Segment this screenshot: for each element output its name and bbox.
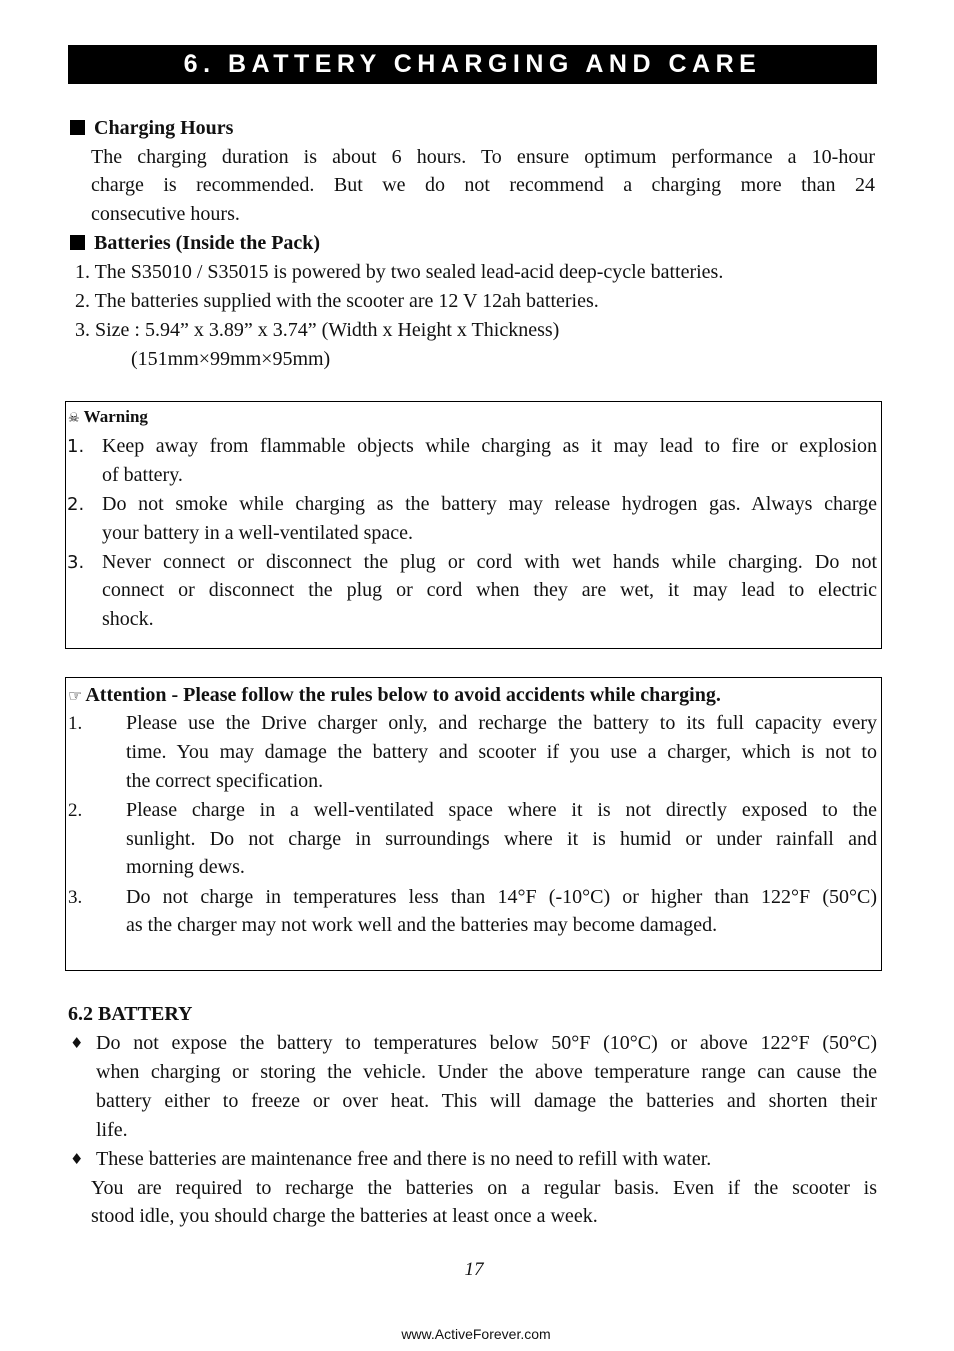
warning-header: ☠ Warning xyxy=(68,407,148,426)
warning-line: Never connect or disconnect the plug or cord with wet hands while charging. Do not xyxy=(102,551,877,573)
attention-line: Do not charge in temperatures less than 14°F (-10°C) or higher than 122°F (50°C) xyxy=(126,886,877,908)
section-title: 6. BATTERY CHARGING AND CARE xyxy=(68,45,877,84)
warning-line: Keep away from flammable objects while charging as it may lead to fire or explosion xyxy=(102,435,877,457)
attention-line: time. You may damage the battery and scooter if you use a charger, which is not to xyxy=(126,741,877,763)
square-bullet-icon xyxy=(70,120,85,135)
attention-number: 1. xyxy=(68,713,83,734)
battery-line: when charging or storing the vehicle. Under the above temperature range can cause the xyxy=(96,1061,877,1083)
attention-line: sunlight. Do not charge in surroundings where it is humid or under rainfall and xyxy=(126,828,877,850)
attention-header: ☞ Attention - Please follow the rules below to avoid accidents while charging. xyxy=(68,684,721,706)
warning-number: 3. xyxy=(67,552,85,573)
attention-line: as the charger may not work well and the batteries may become damaged. xyxy=(126,914,718,936)
batteries-item: (151mm×99mm×95mm) xyxy=(131,348,331,370)
attention-number: 2. xyxy=(68,800,83,821)
warning-number: 2. xyxy=(67,494,85,515)
attention-line: morning dews. xyxy=(126,856,245,878)
batteries-heading: Batteries (Inside the Pack) xyxy=(70,229,320,258)
square-bullet-icon xyxy=(70,235,85,250)
attention-line: Please charge in a well-ventilated space where it is not directly exposed to the xyxy=(126,799,877,821)
battery-section-heading: 6.2 BATTERY xyxy=(68,1003,193,1025)
warning-icon: ☠ xyxy=(68,411,80,426)
attention-number: 3. xyxy=(68,887,83,908)
warning-line: Do not smoke while charging as the battery may release hydrogen gas. Always charge xyxy=(102,493,877,515)
batteries-item: 3. Size : 5.94” x 3.89” x 3.74” (Width x Height x Thickness) xyxy=(75,319,560,341)
warning-line: shock. xyxy=(102,608,154,630)
battery-line: You are required to recharge the batteries on a regular basis. Even if the scooter is xyxy=(91,1177,877,1199)
warning-number: 1. xyxy=(67,436,85,457)
pointing-hand-icon: ☞ xyxy=(68,686,83,705)
battery-line: life. xyxy=(96,1119,128,1141)
charging-hours-line: The charging duration is about 6 hours. To ensure optimum performance a 10-hour xyxy=(91,146,875,168)
diamond-bullet-icon: ♦ xyxy=(70,1034,84,1052)
attention-line: Please use the Drive charger only, and recharge the battery to its full capacity every xyxy=(126,712,877,734)
warning-line: connect or disconnect the plug or cord when they are wet, it may lead to electric xyxy=(102,579,877,601)
battery-line: battery either to freeze or over heat. This will damage the batteries and shorten their xyxy=(96,1090,877,1112)
batteries-item: 2. The batteries supplied with the scooter are 12 V 12ah batteries. xyxy=(75,290,599,312)
warning-line: your battery in a well-ventilated space. xyxy=(102,522,413,544)
footer-url: www.ActiveForever.com xyxy=(401,1326,551,1342)
battery-line: stood idle, you should charge the batteries at least once a week. xyxy=(91,1205,598,1227)
battery-line: These batteries are maintenance free and there is no need to refill with water. xyxy=(96,1148,712,1170)
charging-hours-heading: Charging Hours xyxy=(70,114,233,143)
charging-hours-line: charge is recommended. But we do not recommend a charging more than 24 xyxy=(91,174,875,196)
batteries-item: 1. The S35010 / S35015 is powered by two sealed lead-acid deep-cycle batteries. xyxy=(75,261,724,283)
page-number: 17 xyxy=(464,1259,484,1280)
diamond-bullet-icon: ♦ xyxy=(70,1150,84,1168)
battery-line: Do not expose the battery to temperatures below 50°F (10°C) or above 122°F (50°C) xyxy=(96,1032,877,1054)
warning-line: of battery. xyxy=(102,464,183,486)
attention-line: the correct specification. xyxy=(126,770,324,792)
charging-hours-line: consecutive hours. xyxy=(91,203,240,225)
